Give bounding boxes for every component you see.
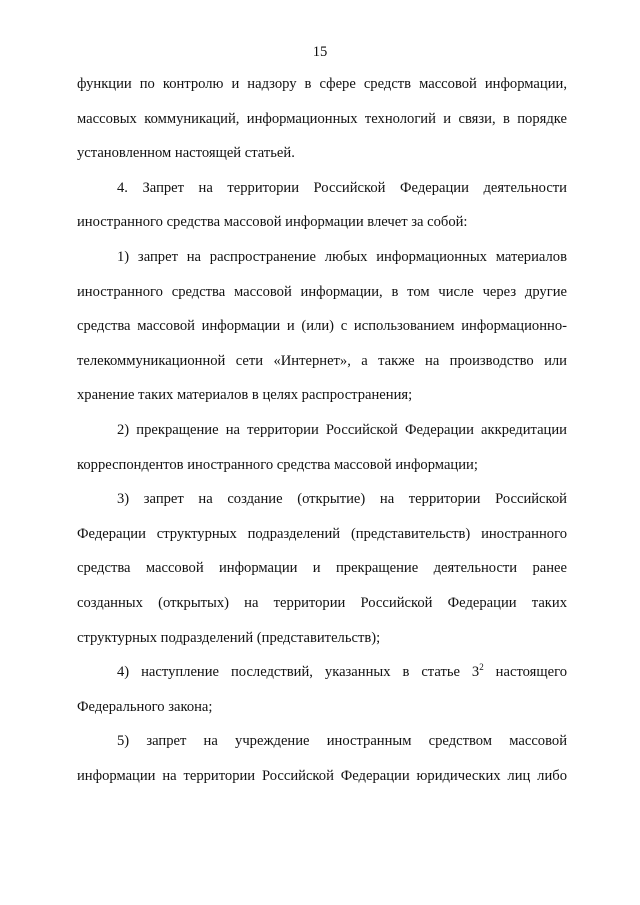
list-item-5-first-line: 5) запрет на учреждение иностранным средством массовой — [117, 733, 567, 750]
page-number: 15 — [312, 44, 328, 60]
text-line: созданных (открытых) на территории Российской Федерации таких — [77, 594, 567, 611]
text-fragment: 4) наступление последствий, указанных в статье 3 — [117, 664, 480, 681]
text-line: телекоммуникационной сети «Интернет», а также на производство или — [77, 352, 567, 369]
superscript: 2 — [479, 662, 484, 673]
paragraph-first-line: 4. Запрет на территории Российской Федерации деятельности — [117, 179, 567, 196]
text-line: хранение таких материалов в целях распространения; — [77, 387, 413, 404]
text-line: Федерального закона; — [77, 698, 213, 715]
text-line: установленном настоящей статьей. — [77, 145, 295, 162]
text-line: структурных подразделений (представительств); — [77, 629, 381, 646]
document-body — [77, 73, 567, 799]
list-item-4-first-line — [77, 661, 567, 696]
text-line: иностранного средства массовой информации влечет за собой: — [77, 214, 468, 231]
text-line: средства массовой информации и (или) с использованием информационно- — [77, 318, 567, 335]
text-line: информации на территории Российской Федерации юридических лиц либо — [77, 767, 567, 784]
list-item-3-first-line: 3) запрет на создание (открытие) на территории Российской — [117, 491, 567, 508]
text-line: корреспондентов иностранного средства массовой информации; — [77, 456, 478, 473]
text-line: иностранного средства массовой информации, в том числе через другие — [77, 283, 567, 300]
text-line: массовых коммуникаций, информационных технологий и связи, в порядке — [77, 110, 567, 127]
list-item-2-first-line: 2) прекращение на территории Российской Федерации аккредитации — [117, 421, 567, 438]
list-item-1-first-line: 1) запрет на распространение любых информационных материалов — [117, 248, 567, 265]
text-line: средства массовой информации и прекращение деятельности ранее — [77, 560, 567, 577]
text-fragment: настоящего — [483, 664, 567, 681]
text-line: Федерации структурных подразделений (представительств) иностранного — [77, 525, 567, 542]
text-line: функции по контролю и надзору в сфере средств массовой информации, — [77, 76, 567, 92]
